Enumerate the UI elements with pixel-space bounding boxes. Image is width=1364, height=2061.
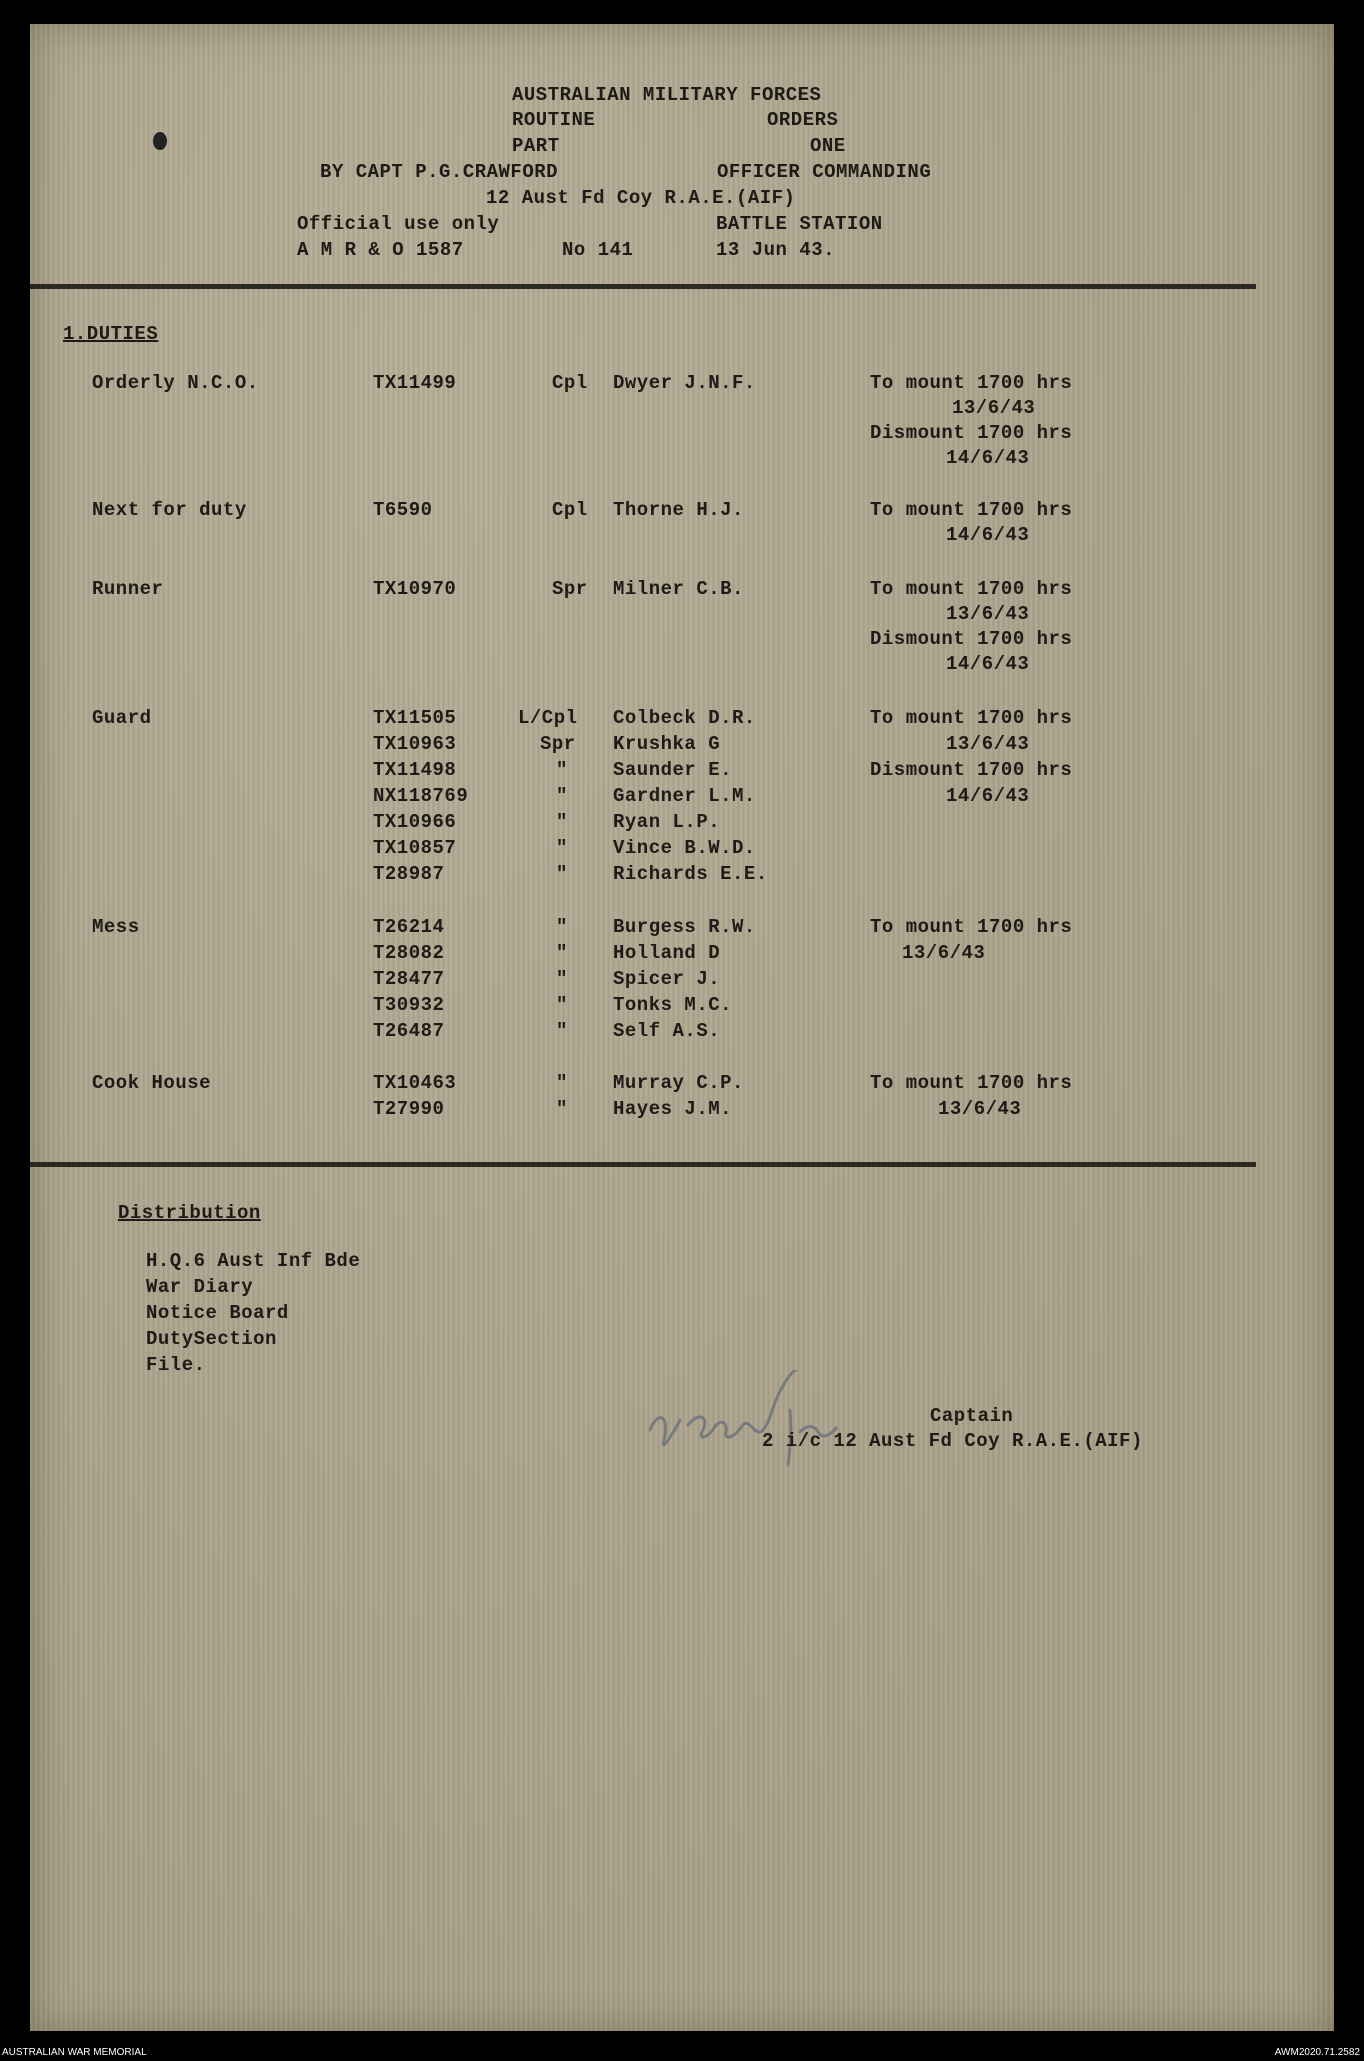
header-amr: A M R & O 1587: [297, 239, 464, 261]
person-name: Hayes J.M.: [613, 1098, 733, 1120]
person-name: Burgess R.W.: [613, 916, 756, 938]
time-line: Dismount 1700 hrs: [870, 628, 1073, 650]
signature-rank: Captain: [930, 1405, 1014, 1427]
service-number: T28477: [373, 968, 445, 990]
time-line: 13/6/43: [946, 603, 1030, 625]
distribution-item: File.: [146, 1354, 206, 1376]
rank: ": [556, 1098, 568, 1120]
rank: Cpl: [552, 372, 588, 394]
footer-archive: AUSTRALIAN WAR MEMORIAL: [2, 2047, 147, 2058]
service-number: T26487: [373, 1020, 445, 1042]
rank: ": [556, 1020, 568, 1042]
rank: L/Cpl: [518, 707, 578, 729]
rank: ": [556, 863, 568, 885]
time-line: 13/6/43: [952, 397, 1036, 419]
person-name: Tonks M.C.: [613, 994, 733, 1016]
rank: ": [556, 968, 568, 990]
person-name: Ryan L.P.: [613, 811, 721, 833]
service-number: TX10970: [373, 578, 457, 600]
top-rule: [30, 284, 1256, 289]
person-name: Krushka G: [613, 733, 721, 755]
service-number: TX11498: [373, 759, 457, 781]
service-number: T30932: [373, 994, 445, 1016]
rank: ": [556, 811, 568, 833]
time-line: 14/6/43: [946, 785, 1030, 807]
header-routine: ROUTINE: [512, 109, 596, 131]
service-number: TX10463: [373, 1072, 457, 1094]
person-name: Saunder E.: [613, 759, 733, 781]
distribution-item: Notice Board: [146, 1302, 289, 1324]
person-name: Vince B.W.D.: [613, 837, 756, 859]
rank: ": [556, 942, 568, 964]
section-title: 1.DUTIES: [63, 323, 159, 345]
service-number: T28082: [373, 942, 445, 964]
time-line: Dismount 1700 hrs: [870, 759, 1073, 781]
service-number: TX11505: [373, 707, 457, 729]
duty-label: Mess: [92, 916, 140, 938]
time-line: To mount 1700 hrs: [870, 578, 1073, 600]
time-line: 13/6/43: [946, 733, 1030, 755]
person-name: Dwyer J.N.F.: [613, 372, 756, 394]
service-number: TX10963: [373, 733, 457, 755]
rank: Spr: [540, 733, 576, 755]
duty-label: Guard: [92, 707, 152, 729]
rank: ": [556, 994, 568, 1016]
rank: Cpl: [552, 499, 588, 521]
time-line: To mount 1700 hrs: [870, 372, 1073, 394]
time-line: 13/6/43: [902, 942, 986, 964]
header-orders: ORDERS: [767, 109, 839, 131]
service-number: NX118769: [373, 785, 469, 807]
service-number: TX10857: [373, 837, 457, 859]
time-line: 14/6/43: [946, 653, 1030, 675]
handwritten-signature: [640, 1370, 900, 1470]
service-number: T26214: [373, 916, 445, 938]
rank: Spr: [552, 578, 588, 600]
person-name: Self A.S.: [613, 1020, 721, 1042]
service-number: T28987: [373, 863, 445, 885]
time-line: To mount 1700 hrs: [870, 1072, 1073, 1094]
header-official: Official use only: [297, 213, 500, 235]
punch-hole: [153, 132, 167, 150]
person-name: Gardner L.M.: [613, 785, 756, 807]
person-name: Colbeck D.R.: [613, 707, 756, 729]
header-part: PART: [512, 135, 560, 157]
header-by: BY CAPT P.G.CRAWFORD: [320, 161, 559, 183]
duty-label: Cook House: [92, 1072, 212, 1094]
duty-label: Orderly N.C.O.: [92, 372, 259, 394]
header-date: 13 Jun 43.: [716, 239, 836, 261]
person-name: Murray C.P.: [613, 1072, 744, 1094]
service-number: T27990: [373, 1098, 445, 1120]
distribution-item: War Diary: [146, 1276, 254, 1298]
time-line: To mount 1700 hrs: [870, 499, 1073, 521]
header-officer: OFFICER COMMANDING: [717, 161, 932, 183]
time-line: 14/6/43: [946, 524, 1030, 546]
time-line: 13/6/43: [938, 1098, 1022, 1120]
time-line: Dismount 1700 hrs: [870, 422, 1073, 444]
duty-label: Runner: [92, 578, 164, 600]
distribution-item: H.Q.6 Aust Inf Bde: [146, 1250, 361, 1272]
person-name: Milner C.B.: [613, 578, 744, 600]
duty-label: Next for duty: [92, 499, 247, 521]
header-one: ONE: [810, 135, 846, 157]
time-line: 14/6/43: [946, 447, 1030, 469]
header-title: AUSTRALIAN MILITARY FORCES: [512, 84, 822, 106]
service-number: TX10966: [373, 811, 457, 833]
service-number: TX11499: [373, 372, 457, 394]
rank: ": [556, 785, 568, 807]
time-line: To mount 1700 hrs: [870, 707, 1073, 729]
header-unit: 12 Aust Fd Coy R.A.E.(AIF): [486, 187, 796, 209]
person-name: Holland D: [613, 942, 721, 964]
header-station: BATTLE STATION: [716, 213, 883, 235]
rank: ": [556, 837, 568, 859]
header-number: No 141: [562, 239, 634, 261]
distribution-item: DutySection: [146, 1328, 277, 1350]
person-name: Thorne H.J.: [613, 499, 744, 521]
footer-catalogue-number: AWM2020.71.2582: [1274, 2047, 1360, 2058]
person-name: Richards E.E.: [613, 863, 768, 885]
service-number: T6590: [373, 499, 433, 521]
rank: ": [556, 759, 568, 781]
rank: ": [556, 916, 568, 938]
distribution-title: Distribution: [118, 1202, 261, 1224]
person-name: Spicer J.: [613, 968, 721, 990]
time-line: To mount 1700 hrs: [870, 916, 1073, 938]
rank: ": [556, 1072, 568, 1094]
bottom-rule: [30, 1162, 1256, 1167]
signature-role: 2 i/c 12 Aust Fd Coy R.A.E.(AIF): [762, 1430, 1143, 1452]
